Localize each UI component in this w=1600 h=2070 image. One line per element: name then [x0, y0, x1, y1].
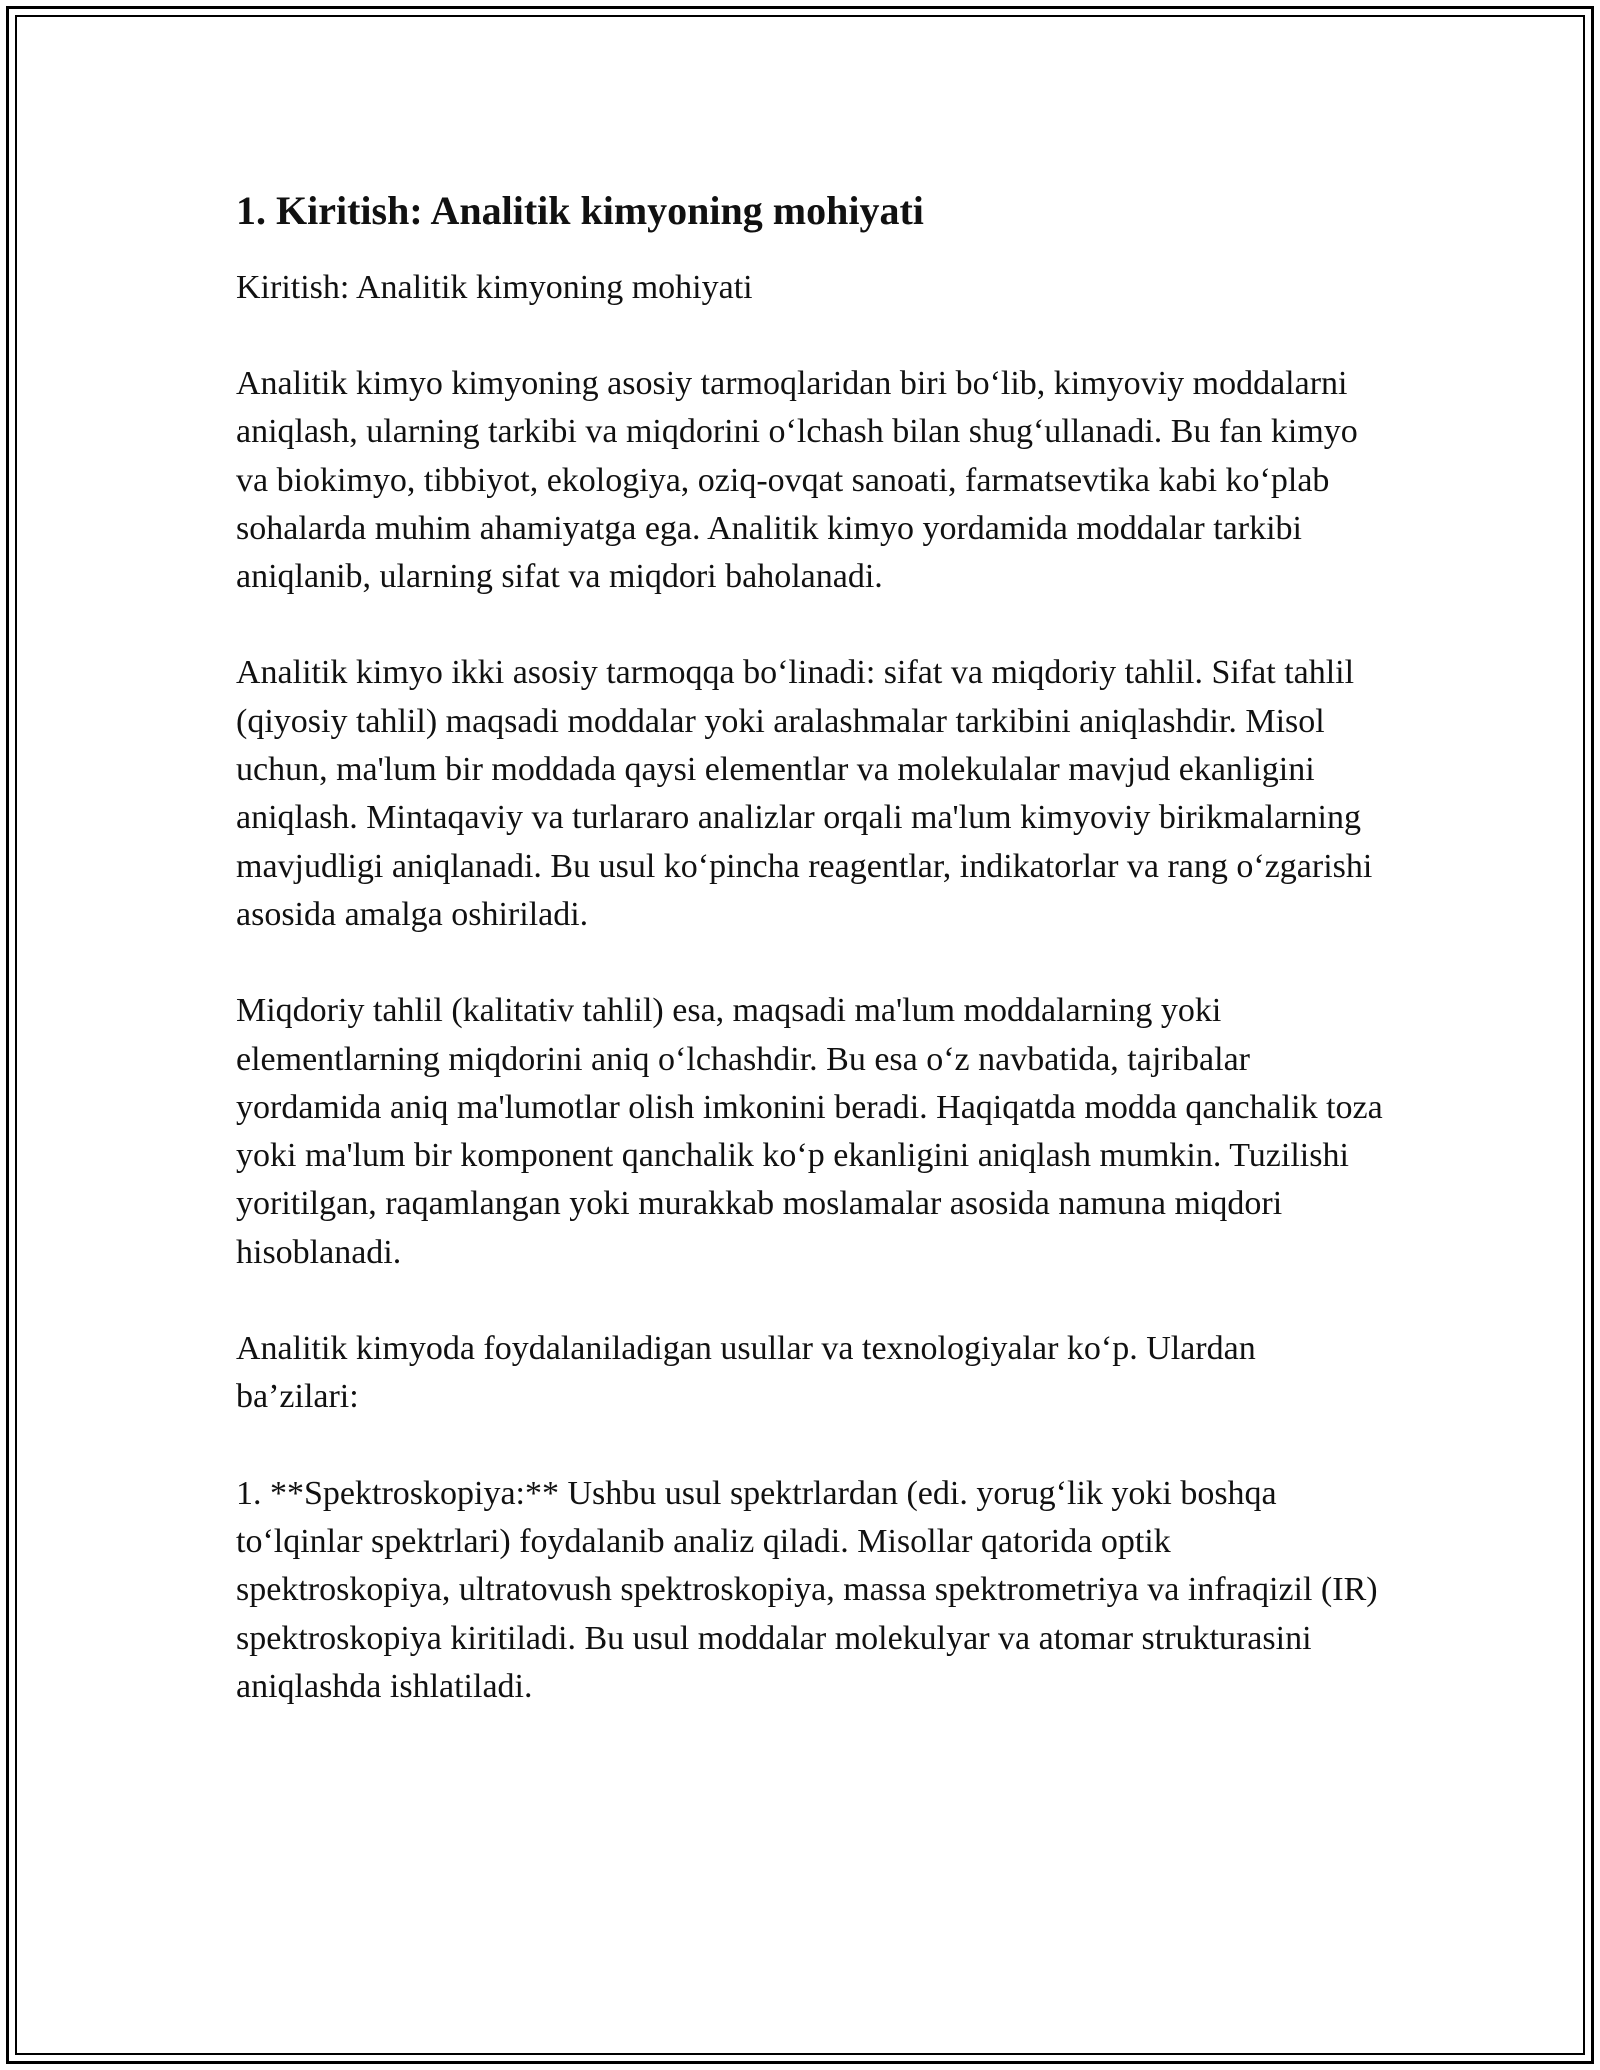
- paragraph-qualitative-analysis: Analitik kimyo ikki asosiy tarmoqqa bo‘linadi: sifat va miqdoriy tahlil. Sifat tahlil (qiyosiy tahlil) maqsadi moddalar yoki aralashmalar tarkibini aniqlashdir. Misol uchun, ma'lum bir moddada qaysi elementlar va molekulalar mavjud ekanligini aniqlash. Mintaqaviy va turlararo analizlar orqali ma'lum kimyoviy birikmalarning mavjudligi aniqlanadi. Bu usul ko‘pincha reagentlar, indikatorlar va rang o‘zgarishi asosida amalga oshiriladi.: [236, 654, 1373, 933]
- list-item-spectroscopy: 1. **Spektroskopiya:** Ushbu usul spektrlardan (edi. yorug‘lik yoki boshqa to‘lqinlar spektrlari) foydalanib analiz qiladi. Misollar qatorida optik spektroskopiya, ultratovush spektroskopiya, massa spektrometriya va infraqizil (IR) spektroskopiya kiritiladi. Bu usul moddalar molekulyar va atomar strukturasini aniqlashda ishlatiladi.: [236, 1474, 1378, 1705]
- paragraph-intro: Analitik kimyo kimyoning asosiy tarmoqlaridan biri bo‘lib, kimyoviy moddalarni aniqlash, ularning tarkibi va miqdorini o‘lchash bilan shug‘ullanadi. Bu fan kimyo va biokimyo, tibbiyot, ekologiya, oziq-ovqat sanoati, farmatsevtika kabi ko‘plab sohalarda muhim ahamiyatga ega. Analitik kimyo yordamida moddalar tarkibi aniqlanib, ularning sifat va miqdori baholanadi.: [236, 365, 1358, 596]
- document-body: [236, 186, 1386, 1711]
- paragraph-methods-intro: Analitik kimyoda foydalaniladigan usullar va texnologiyalar ko‘p. Ulardan ba’zilari:: [236, 1330, 1256, 1416]
- section-subtitle: Kiritish: Analitik kimyoning mohiyati: [236, 269, 753, 306]
- page-title: 1. Kiritish: Analitik kimyoning mohiyati: [236, 188, 924, 233]
- paragraph-quantitative-analysis: Miqdoriy tahlil (kalitativ tahlil) esa, maqsadi ma'lum moddalarning yoki elementlarning miqdorini aniq o‘lchashdir. Bu esa o‘z navbatida, tajribalar yordamida aniq ma'lumotlar olish imkonini beradi. Haqiqatda modda qanchalik toza yoki ma'lum bir komponent qanchalik ko‘p ekanligini aniqlash mumkin. Tuzilishi yoritilgan, raqamlangan yoki murakkab moslamalar asosida namuna miqdori hisoblanadi.: [236, 992, 1383, 1271]
